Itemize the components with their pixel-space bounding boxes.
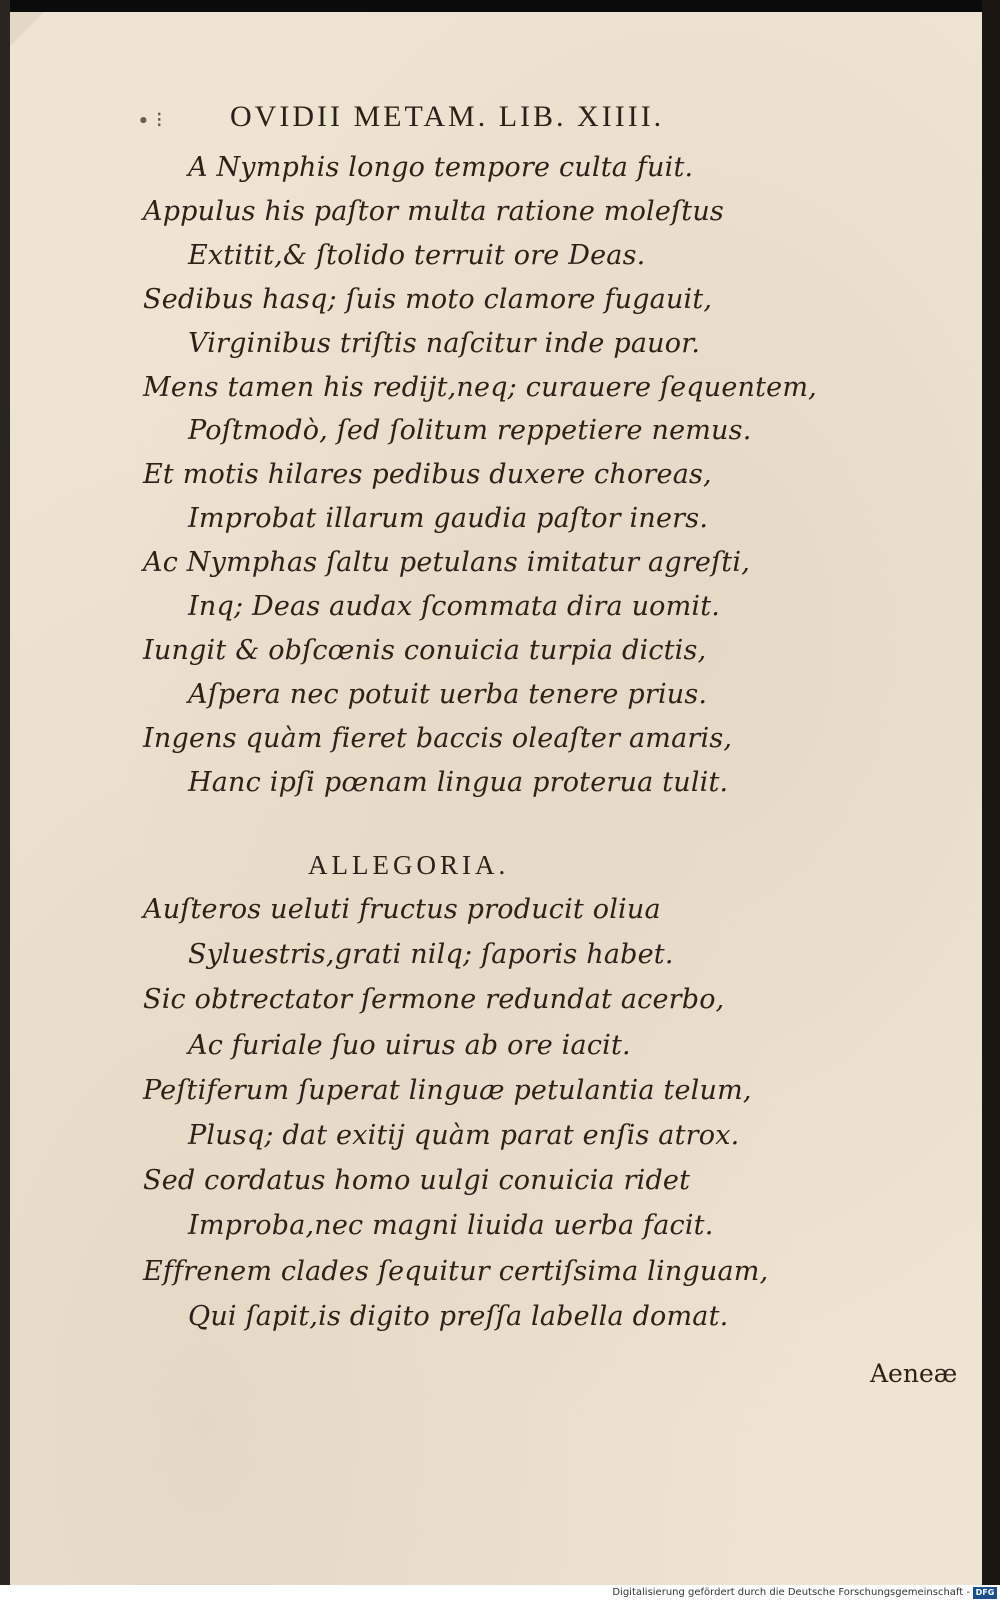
verse-line: Ac Nymphas ſaltu petulans imitatur agreſti, bbox=[143, 547, 750, 579]
scan-left-border bbox=[0, 0, 10, 1585]
scan-top-border bbox=[0, 0, 1000, 12]
verse-line: Effrenem clades ſequitur certiſsima linguam, bbox=[143, 1255, 769, 1287]
verse-line: Sed cordatus homo uulgi conuicia ridet bbox=[143, 1165, 691, 1197]
verse-line: Improbat illarum gaudia paſtor iners. bbox=[188, 503, 709, 535]
verse-line: Syluestris,grati nilq; ſaporis habet. bbox=[188, 939, 674, 971]
folded-corner bbox=[10, 12, 44, 46]
ornament-mark: ∙ ⁝ bbox=[138, 108, 163, 133]
verse-line: Ingens quàm fieret baccis oleaſter amaris, bbox=[143, 722, 733, 754]
verse-line: Ac furiale ſuo uirus ab ore iacit. bbox=[188, 1029, 631, 1061]
verse-line: Mens tamen his rediјt,neq; curauere ſequentem, bbox=[143, 371, 817, 403]
running-head: OVIDII METAM. LIB. XIIII. bbox=[230, 100, 665, 133]
verse-line: Aſpera nec potuit uerba tenere prius. bbox=[188, 678, 708, 710]
verse-line: Appulus his paſtor multa ratione moleſtus bbox=[143, 195, 724, 227]
dfg-logo: DFG bbox=[973, 1587, 997, 1599]
verse-line: Auſteros ueluti fructus producit oliua bbox=[143, 894, 661, 925]
verse-line: Plusq; dat exitiј quàm parat enſis atrox. bbox=[188, 1120, 740, 1151]
verse-line: Sedibus hasq; ſuis moto clamore fugauit, bbox=[143, 283, 713, 315]
footer-credit: Digitalisierung gefördert durch die Deutsche Forschungsgemeinschaft - bbox=[612, 1587, 970, 1598]
verse-line: Peſtiferum ſuperat linguæ petulantia telum, bbox=[143, 1074, 752, 1106]
catchword: Aeneæ bbox=[870, 1359, 958, 1388]
verse-line: Improba,nec magni liuida uerba facit. bbox=[188, 1210, 714, 1242]
verse-line: Inq; Deas audax ſcommata dira uomit. bbox=[188, 591, 721, 622]
verse-line: Virginibus triſtis naſcitur inde pauor. bbox=[188, 327, 701, 359]
verse-line: A Nymphis longo tempore culta fuit. bbox=[188, 152, 694, 183]
section-heading: ALLEGORIA. bbox=[308, 850, 510, 880]
verse-line: Qui ſapit,is digito preſſa labella domat. bbox=[188, 1300, 729, 1332]
verse-line: Extitit,& ſtolido terruit ore Deas. bbox=[188, 239, 646, 271]
book-page bbox=[10, 12, 982, 1585]
scan-right-border bbox=[982, 0, 1000, 1585]
verse-line: Iungit & obſcœnis conuicia turpia dictis, bbox=[143, 634, 707, 666]
verse-line: Hanc ipſi pœnam lingua proterua tulit. bbox=[188, 766, 729, 798]
verse-line: Sic obtrectator ſermone redundat acerbo, bbox=[143, 984, 725, 1016]
verse-line: Et motis hilares pedibus duxere choreas, bbox=[143, 459, 712, 491]
verse-line: Poſtmodò, ſed ſolitum reppetiere nemus. bbox=[188, 415, 752, 447]
